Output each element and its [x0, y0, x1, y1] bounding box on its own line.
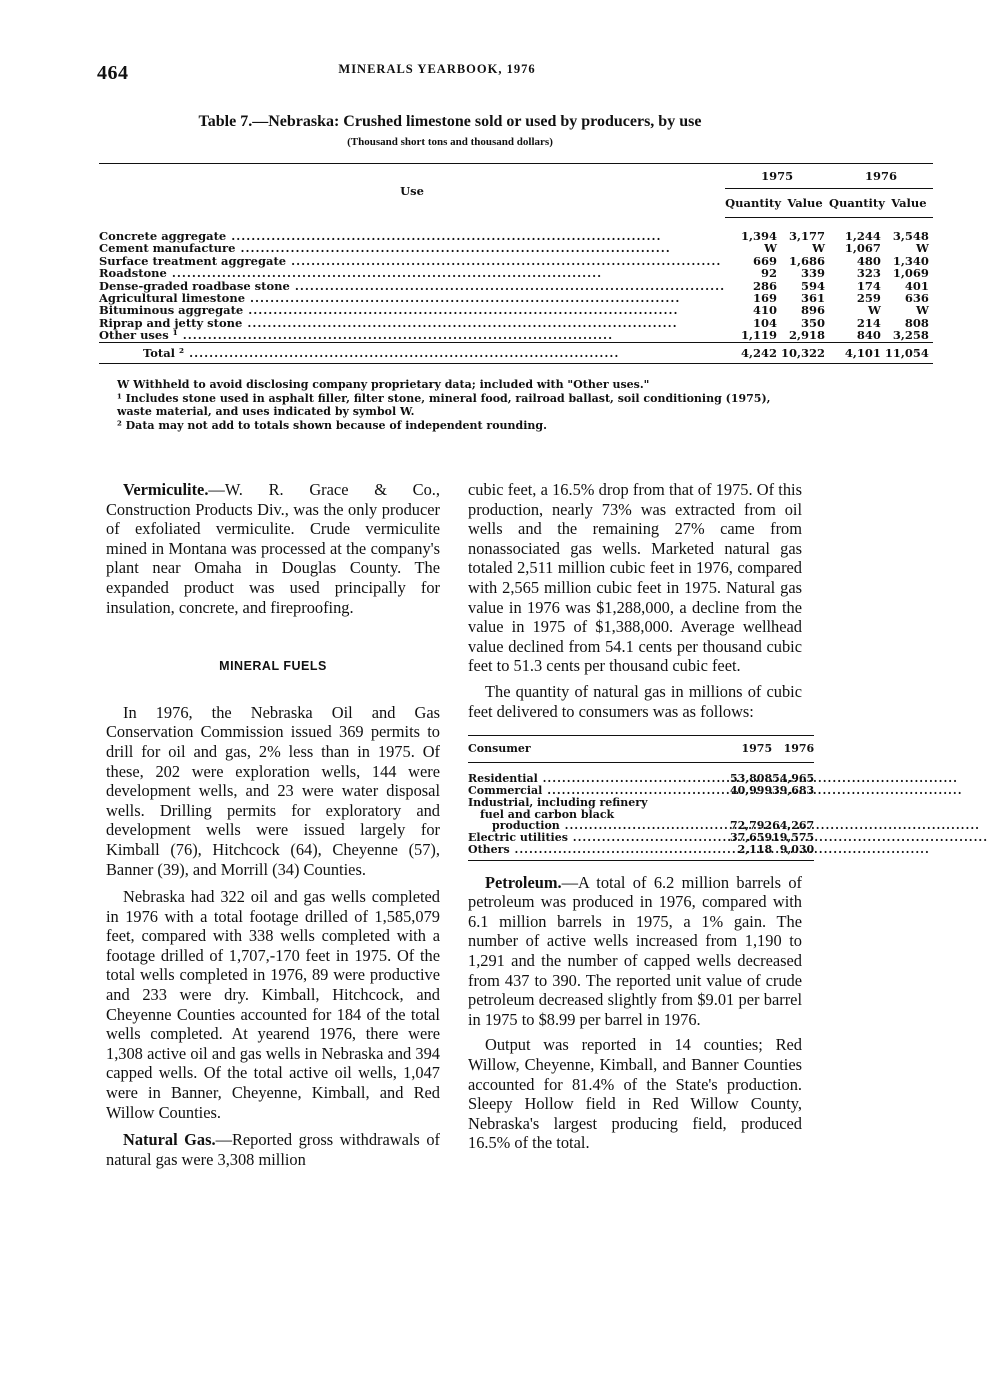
- row-label: Agricultural limestone .....: [99, 291, 680, 305]
- cell: 10,322: [781, 342, 829, 363]
- row-label: Industrial, including refinery: [468, 795, 648, 809]
- row-label: fuel and carbon black: [480, 807, 615, 821]
- col-header-1976: 1976: [829, 164, 933, 189]
- paragraph-text: —Reported gross withdrawals of natural gas were 3,308 million: [106, 1130, 440, 1169]
- cell: 4,242: [725, 342, 781, 363]
- row-label: Dense-graded roadbase stone .....: [99, 279, 725, 293]
- runin-heading: Vermiculite.: [123, 480, 209, 499]
- cell: 259: [856, 291, 881, 306]
- section-heading: MINERAL FUELS: [219, 659, 327, 674]
- footnote-2: ² Data may not add to totals shown because of independent rounding.: [117, 418, 547, 432]
- cell: 39,683: [772, 783, 815, 797]
- cell: 840: [856, 328, 881, 343]
- cell: 808: [904, 315, 929, 330]
- cell: 350: [801, 315, 826, 330]
- col-header-quantity-1976: Quantity: [829, 189, 885, 218]
- cell: 9,030: [772, 844, 814, 860]
- row-label: production .....: [492, 819, 980, 832]
- paragraph-text: —A total of 6.2 million barrels of petroleum was produced in 1976, compared with 6.1 million barrels in 1975, a 1% gain. The number of active wells increased from 1,190 to 1,291 and the number of capped wells decreased from 437 to 390. The reported unit value of crude petroleum decreased slightly from $9.01 per barrel in 1975 to $8.99 per barrel in 1976.: [468, 872, 802, 1029]
- vermiculite-paragraph: [106, 480, 440, 617]
- col-header-1975: 1975: [730, 736, 772, 763]
- cell: [730, 797, 772, 809]
- cell: 3,177: [789, 229, 826, 243]
- cell: 1,067: [844, 241, 881, 256]
- cell: 72,792: [730, 819, 773, 833]
- footnote-w: W Withheld to avoid disclosing company proprietary data; included with "Other uses.": [117, 378, 650, 391]
- table-row: [468, 844, 814, 860]
- cell: 323: [856, 266, 881, 281]
- delivered-paragraph: The quantity of natural gas in millions of cubic feet delivered to consumers was as follows:: [468, 681, 802, 721]
- col-header-1975: 1975: [725, 164, 829, 189]
- cell: 410: [753, 303, 778, 318]
- cell: 339: [801, 266, 826, 281]
- cell: 401: [904, 278, 929, 293]
- cell: 4,101: [829, 342, 885, 363]
- right-column: [468, 480, 815, 1159]
- cell: 3,548: [892, 229, 929, 243]
- cell: 1,394: [741, 229, 778, 243]
- paragraph-text: —W. R. Grace & Co., Construction Products Div., was the only producer of exfoliated vermiculite. Crude vermiculite mined in Montana was processed at the company's plant near Omaha in Douglas County. The expanded product was used principally for insulation, concrete, and fireproofing.: [106, 480, 440, 617]
- col-header-consumer: Consumer: [468, 736, 730, 763]
- row-label: Electric utilities .....: [468, 831, 988, 844]
- cell: 896: [801, 303, 826, 318]
- output-paragraph: Output was reported in 14 counties; Red Willow, Cheyenne, Kimball, and Banner Counties accounted for 81.4% of the State's production. Sleepy Hollow field in Red Willow County, Nebraska's largest producing field, produced 16.5% of the total.: [468, 1035, 802, 1153]
- col-header-value-1976: Value: [885, 189, 933, 218]
- cell: 64,267: [772, 819, 815, 833]
- row-label: Riprap and jetty stone .....: [99, 316, 678, 330]
- cell: W: [867, 303, 881, 318]
- table-row: [99, 329, 933, 342]
- col-header-value-1975: Value: [781, 189, 829, 218]
- cell: 174: [856, 278, 881, 293]
- cell: 1,340: [892, 253, 929, 268]
- gas-continued-paragraph: cubic feet, a 16.5% drop from that of 1975. Of this production, nearly 73% was extracted from oil wells and the remaining 27% came from nonassociated gas wells. Marketed natural gas totaled 2,511 million cubic feet in 1976, compared with 2,565 million cubic feet in 1975. Natural gas value in 1976 was $1,288,000, a decline from the value in 1975 of $1,388,000. Average wellhead value declined from 54.1 cents per thousand cubic feet to 51.3 cents per thousand cubic feet.: [468, 480, 802, 676]
- running-head: MINERALS YEARBOOK, 1976: [338, 62, 536, 76]
- permits-paragraph: In 1976, the Nebraska Oil and Gas Conservation Commission issued 369 permits to drill for oil and gas, 2% less than in 1975. Of these, 202 were exploration wells, 144 were development wells, and 23 were water disposal wells. Drilling permits for exploratory and development wells were issued largely for Kimball (76), Hitchcock (64), Cheyenne (57), Banner (39), and Morrill (34) Counties.: [106, 702, 440, 879]
- cell: 636: [904, 291, 929, 306]
- left-column: [106, 480, 440, 1175]
- cell: 1,686: [789, 253, 826, 268]
- table-subtitle: (Thousand short tons and thousand dollars): [347, 136, 553, 148]
- row-label: Bituminous aggregate .....: [99, 303, 679, 317]
- cell: 2,118: [730, 844, 772, 860]
- cell: 594: [801, 278, 826, 293]
- cell: 286: [753, 278, 778, 293]
- footnote-1: ¹ Includes stone used in asphalt filler, filter stone, mineral food, railroad ballast, soil conditioning (1975), waste material, and uses indicated by symbol W.: [117, 391, 771, 418]
- row-label: Other uses ¹ .....: [99, 328, 613, 342]
- cell: 11,054: [885, 342, 933, 363]
- row-label: Others .....: [468, 843, 930, 856]
- cell: 669: [753, 253, 778, 268]
- cell: 53,808: [730, 772, 773, 786]
- natural-gas-paragraph: [106, 1130, 440, 1169]
- cell: W: [916, 241, 929, 256]
- cell: 19,575: [772, 831, 815, 845]
- cell: 54,965: [772, 772, 815, 786]
- petroleum-paragraph: [468, 873, 802, 1030]
- table-total-row: [99, 342, 933, 363]
- limestone-table: [99, 163, 933, 364]
- row-label: Concrete aggregate .....: [99, 229, 662, 243]
- cell: 40,999: [730, 783, 773, 797]
- cell: 37,659: [730, 831, 773, 845]
- row-label: Residential .....: [468, 772, 958, 785]
- cell: 2,918: [789, 328, 826, 343]
- cell: 480: [856, 253, 881, 268]
- table-footnotes: [117, 378, 807, 432]
- row-label: Cement manufacture .....: [99, 241, 671, 255]
- row-label: Surface treatment aggregate .....: [99, 254, 721, 268]
- row-label: Roadstone .....: [99, 266, 602, 280]
- page-number: 464: [97, 62, 129, 84]
- cell: 3,258: [892, 328, 929, 343]
- wells-paragraph: Nebraska had 322 oil and gas wells completed in 1976 with a total footage drilled of 1,585,079 feet, compared with 338 wells completed with a footage drilled of 1,707,-170 feet in 1975. Of the total wells completed in 1976, 89 were productive and 233 were dry. Kimball, Hitchcock, and Cheyenne Counties accounted for 184 of the total wells completed. At yearend 1976, there were 1,308 active oil and gas wells in Nebraska and 394 capped wells. Of the total active oil wells, 1,047 were in Banner, Cheyenne, Kimball, and Red Willow Counties.: [106, 887, 440, 1122]
- cell: W: [812, 241, 826, 256]
- col-header-1976: 1976: [772, 736, 814, 763]
- col-header-quantity-1975: Quantity: [725, 189, 781, 218]
- cell: 214: [856, 315, 881, 330]
- cell: 104: [753, 315, 778, 330]
- row-label: Commercial .....: [468, 784, 963, 797]
- cell: 361: [801, 291, 826, 306]
- cell: 169: [753, 291, 778, 306]
- runin-heading: Petroleum.: [485, 872, 562, 892]
- row-label: Total ² .....: [143, 346, 619, 360]
- cell: W: [764, 241, 778, 256]
- gas-consumers-table: [468, 735, 814, 861]
- col-header-use: Use: [99, 164, 725, 218]
- cell: W: [916, 303, 929, 318]
- cell: 92: [761, 266, 778, 281]
- cell: 1,244: [844, 229, 881, 243]
- cell: 1,069: [892, 266, 929, 281]
- runin-heading: Natural Gas.: [123, 1130, 216, 1150]
- cell: [772, 797, 814, 809]
- table-title: Table 7.—Nebraska: Crushed limestone sold or used by producers, by use: [198, 113, 702, 130]
- cell: 1,119: [741, 328, 778, 343]
